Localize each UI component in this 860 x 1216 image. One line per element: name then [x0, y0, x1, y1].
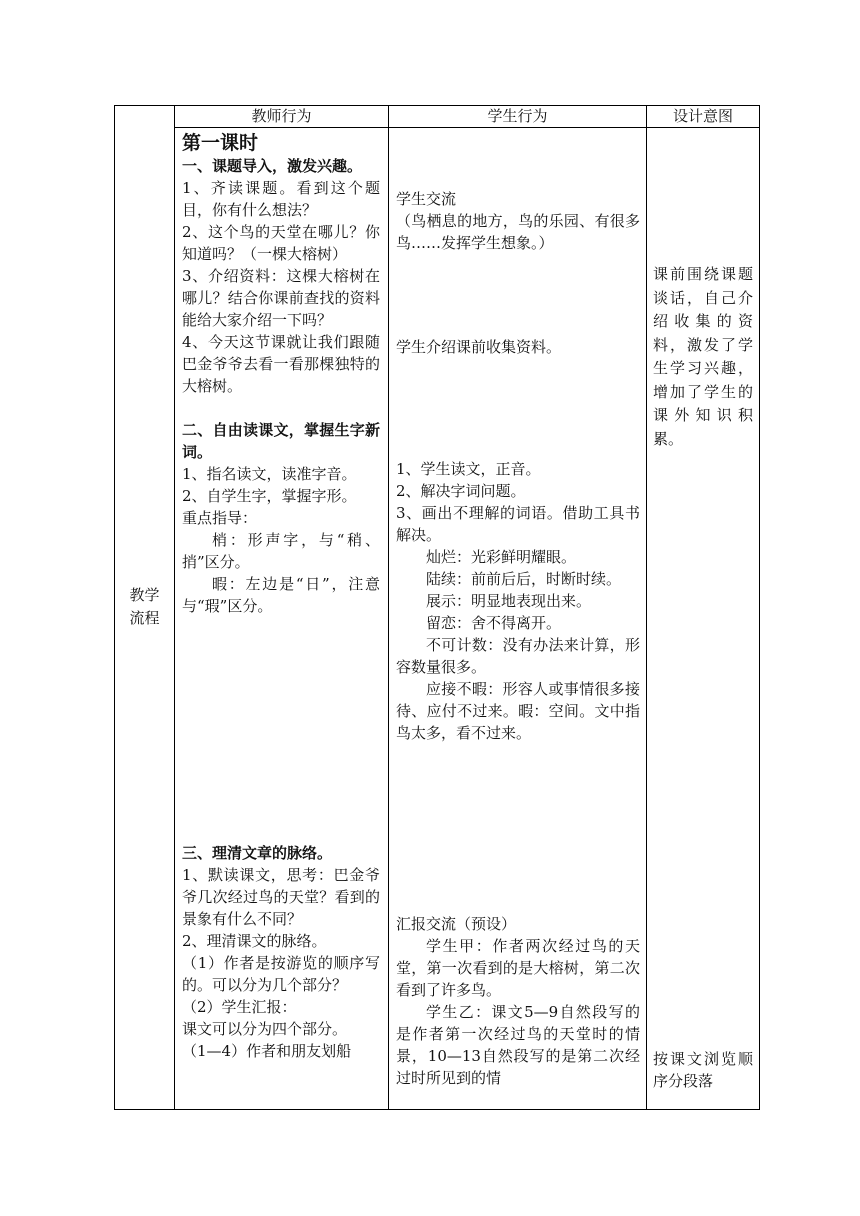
section-1-item: 3、介绍资料：这棵大榕树在哪儿？结合你课前查找的资料能给大家介绍一下吗？ [182, 267, 380, 329]
student-exchange-text: （鸟栖息的地方，鸟的乐园、有很多鸟……发挥学生想象。） [396, 212, 640, 252]
student-step: 3、画出不理解的词语。借助工具书解决。 [396, 504, 640, 544]
student-step: 2、解决字词问题。 [396, 482, 526, 500]
section-1-item: 2、这个鸟的天堂在哪儿？你知道吗？（一棵大榕树） [182, 223, 380, 263]
section-3-item: （2）学生汇报： [182, 998, 297, 1016]
section-2-item: 1、指名读文，读准字音。 [182, 465, 357, 483]
word-definition: 展示：明显地表现出来。 [426, 592, 592, 610]
teacher-section-3 [182, 842, 380, 1062]
student-block-2 [396, 336, 640, 358]
section-1-item: 4、今天这节课就让我们跟随巴金爷爷去看一看那棵独特的大榕树。 [182, 333, 380, 395]
report-heading: 汇报交流（预设） [396, 915, 517, 933]
student-exchange-title: 学生交流 [396, 190, 457, 208]
column-divider-2 [388, 105, 389, 1110]
student-block-4 [396, 913, 640, 1089]
section-3-item: 2、理清课文的脉络。 [182, 932, 327, 950]
section-2-note: 暇：左边是“日”，注意与“瑕”区分。 [182, 575, 380, 615]
word-definition: 灿烂：光彩鲜明耀眼。 [426, 548, 577, 566]
section-3-item: （1）作者是按游览的顺序写的。可以分为几个部分？ [182, 954, 380, 994]
column-divider-1 [174, 105, 175, 1110]
word-definition: 应接不暇：形容人或事情很多接待、应付不过来。暇：空间。文中指鸟太多，看不过来。 [396, 680, 640, 742]
report-item: 学生乙：课文5—9自然段写的是作者第一次经过鸟的天堂时的情景，10—13自然段写的是第二次经过时所见到的情 [396, 1003, 640, 1087]
row-label: 教学 流程 [129, 586, 160, 627]
section-3-heading: 三、理清文章的脉络。 [182, 844, 333, 862]
word-definition: 不可计数：没有办法来计算，形容数量很多。 [396, 636, 640, 676]
table-bottom-border [114, 1109, 760, 1110]
intent-note-2: 按课文浏览顺序分段落 [653, 1050, 753, 1090]
student-block-3 [396, 458, 640, 744]
section-3-item: （1—4）作者和朋友划船 [182, 1042, 352, 1060]
section-2-item: 重点指导： [182, 509, 258, 527]
section-1-heading: 一、课题导入，激发兴趣。 [182, 157, 363, 175]
header-bottom-border [174, 127, 760, 128]
section-2-note: 梢：形声字，与“稍、捎”区分。 [182, 531, 380, 571]
header-teacher: 教师行为 [251, 107, 312, 125]
teacher-column [182, 131, 380, 617]
lesson-title: 第一课时 [182, 132, 259, 154]
section-2-item: 2、自学生字，掌握字形。 [182, 487, 357, 505]
section-3-item: 1、默读课文，思考：巴金爷爷几次经过鸟的天堂？看到的景象有什么不同？ [182, 866, 380, 928]
table-right-border [759, 105, 760, 1110]
student-material-text: 学生介绍课前收集资料。 [396, 338, 562, 356]
column-divider-3 [646, 105, 647, 1110]
report-item: 学生甲：作者两次经过鸟的天堂，第一次看到的是大榕树，第二次看到了许多鸟。 [396, 937, 640, 999]
section-1-item: 1、齐读课题。看到这个题目，你有什么想法？ [182, 179, 380, 219]
header-student: 学生行为 [487, 107, 548, 125]
section-3-item: 课文可以分为四个部分。 [182, 1020, 348, 1038]
header-intent: 设计意图 [672, 107, 733, 125]
word-definition: 陆续：前前后后，时断时续。 [426, 570, 622, 588]
word-definition: 留恋：舍不得离开。 [426, 614, 562, 632]
section-2-heading: 二、自由读课文，掌握生字新词。 [182, 421, 380, 461]
student-step: 1、学生读文，正音。 [396, 460, 541, 478]
student-block-1 [396, 188, 640, 254]
intent-note-1: 课前围绕课题谈话，自己介绍收集的资料，激发了学生学习兴趣，增加了学生的课外知识积累。 [653, 265, 753, 448]
